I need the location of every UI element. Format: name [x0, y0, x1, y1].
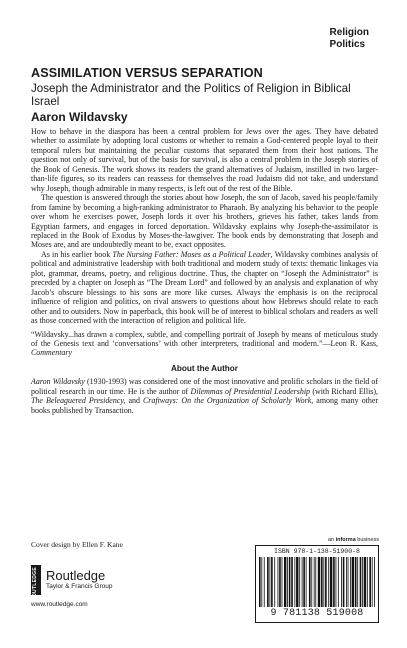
barcode-bar — [279, 557, 281, 607]
barcode-bar — [306, 557, 307, 607]
about-author-heading: About the Author — [171, 363, 238, 373]
barcode-bar — [360, 557, 362, 607]
barcode-bar — [357, 557, 358, 607]
barcode-bar — [296, 557, 298, 607]
routledge-logo-mark — [31, 565, 41, 602]
isbn-number: ISBN 978-1-138-51900-8 — [274, 548, 360, 555]
bio-name: Aaron Wildavsky — [31, 377, 85, 387]
informa-prefix: an — [327, 537, 336, 543]
category-labels — [330, 27, 369, 51]
review-quote — [31, 330, 378, 358]
barcode-bar — [264, 557, 265, 607]
bio-text: (with Richard Ellis), — [310, 386, 378, 396]
barcode-bar — [364, 557, 366, 607]
category-politics: Politics — [329, 39, 366, 50]
barcode-bar — [348, 557, 349, 607]
publisher-block — [31, 565, 171, 608]
earlier-book-title: The Nursing Father: Moses as a Political Leader — [112, 249, 271, 259]
barcode-digits: 9 781138 519008 — [270, 608, 364, 619]
barcode-bar — [352, 557, 354, 607]
barcode-bar — [291, 557, 293, 607]
barcode-bar — [274, 557, 275, 607]
barcode-bar — [374, 557, 375, 607]
barcode-bar — [314, 557, 315, 607]
informa-label — [255, 537, 379, 543]
blurb-paragraph: The question is answered through the stories about how Joseph, the son of Jacob, saved his people/family from famine by becoming a high-ranking administrator to Pharaoh. By analyzing his behavior to the people over whom he exercises power, Joseph lords it over his brothers, grieves his father, takes lands from Egyptian farmers, and engages in forced deportation. Wildavsky explains why Joseph-the-assimilator is replaced in the Book of Exodus by Moses-the-lawgiver. The book ends by demonstrating that Joseph and Moses are, and are undoubtedly meant to be, exact opposites. — [31, 193, 378, 250]
barcode-bar — [289, 557, 291, 607]
blurb-paragraph: How to behave in the diaspora has been a central problem for Jews over the ages. They have debated whether to assimilate by adopting local customs or whether to remain a God-centered people loyal to their temporal rulers but maintaining the peculiar customs that separated them from their host nations. The question not only of survival, but of the basis for survival, is also a central problem in the Joseph stories of the Book of Genesis. The work shows its readers the grand alternatives of Judaism, instilled in two larger-than-life figures, so its readers can reassess for themselves the road Judaism did not take, and understand why Joseph, though admirable in many respects, is left out of the rest of the Bible. — [31, 127, 378, 193]
barcode-bar — [338, 557, 339, 607]
quote-source: Commentary — [31, 348, 73, 358]
barcode-bar — [343, 557, 345, 607]
title-block — [31, 66, 381, 124]
barcode-bar — [294, 557, 295, 607]
logo-text — [46, 569, 112, 591]
barcode-bar — [333, 557, 335, 607]
bio-book-title: Dilemmas of Presidential Leadership — [190, 386, 311, 396]
barcode-bar — [325, 557, 327, 607]
barcode-bar — [278, 557, 279, 607]
quote-text: “Wildavsky...has drawn a complex, subtle, and compelling portrait of Joseph by means of meticulous study of the Genesis text and ‘conversations’ with other interpreters, traditional and modern.”—Leon R. Kass, — [31, 329, 378, 348]
bio-text: (1930-1993) was considered one of the most innovative and prolific scholars in the field of political research in our time. He is the author of — [31, 377, 378, 396]
blurb-text: As in his earlier book — [41, 249, 113, 259]
barcode-bar — [303, 557, 305, 607]
blurb-body — [31, 127, 378, 415]
bio-book-title: The Beleaguered Presidency, — [31, 396, 126, 406]
barcode-graphic — [259, 557, 375, 607]
barcode-bar — [328, 557, 329, 607]
bio-text: among many other books published by Transaction. — [31, 396, 379, 415]
barcode-bar — [271, 557, 273, 607]
publisher-url: www.routledge.com — [31, 601, 88, 608]
barcode-bar — [315, 557, 316, 607]
isbn-block — [255, 537, 379, 623]
barcode-bar — [355, 557, 357, 607]
barcode-bar — [284, 557, 286, 607]
barcode-bar — [323, 557, 324, 607]
publisher-name: Routledge — [46, 568, 106, 583]
barcode-bar — [321, 557, 323, 607]
barcode-bar — [269, 557, 270, 607]
routledge-logo — [31, 565, 171, 602]
barcode-bar — [261, 557, 262, 607]
blurb-text: , Wildavsky combines analysis of political and administrative leadership with both traditional and modern study of texts: thematic linkages via plot, grammar, dreams, poetry, and religious doctrine. Thus, the chapter on “Joseph the Administrator” is preceded by a chapter on Joseph as “The Dream Lord” and followed by an analysis and explanation of why Jacob’s obscure blessings to his sons are more like curses. Always the emphasis is on the reciprocal influence of religion and politics, on rival answers to questions about how Hebrews should relate to each other and to outsiders. Now in paperback, this book will be of interest to biblical scholars and readers as well as those concerned with the interaction of religion and political life. — [31, 249, 378, 326]
barcode-bar — [299, 557, 300, 607]
cover-design-credit: Cover design by Ellen F. Kane — [31, 540, 123, 549]
book-title: ASSIMILATION VERSUS SEPARATION — [31, 66, 263, 80]
bio-text: and — [125, 396, 144, 406]
barcode-bar — [282, 557, 283, 607]
barcode-bar — [336, 557, 337, 607]
category-religion: Religion — [329, 27, 369, 38]
barcode-bar — [346, 557, 347, 607]
book-author: Aaron Wildavsky — [31, 110, 128, 124]
barcode-bar — [259, 557, 261, 607]
barcode-bar — [341, 557, 342, 607]
barcode-bar — [287, 557, 288, 607]
barcode-bar — [302, 557, 303, 607]
barcode-bar — [330, 557, 332, 607]
bio-book-title: Craftways: On the Organization of Scholarly Work, — [143, 396, 314, 406]
publisher-group: Taylor & Francis Group — [46, 583, 113, 590]
barcode-bar — [362, 557, 363, 607]
author-bio — [31, 377, 378, 415]
informa-brand: informa — [335, 537, 356, 543]
barcode-bar — [350, 557, 351, 607]
barcode-bar — [311, 557, 312, 607]
barcode-bar — [309, 557, 311, 607]
barcode-bar — [318, 557, 320, 607]
blurb-paragraph — [31, 250, 378, 326]
book-subtitle: Joseph the Administrator and the Politics of Religion in Biblical Israel — [31, 82, 351, 108]
barcode-bar — [267, 557, 269, 607]
barcode-bar — [367, 557, 368, 607]
isbn-barcode-box — [255, 545, 379, 623]
barcode-bar — [372, 557, 373, 607]
informa-suffix: business — [355, 537, 379, 543]
barcode-bar — [369, 557, 371, 607]
logo-side-text: ROUTLEDGE — [32, 567, 38, 602]
